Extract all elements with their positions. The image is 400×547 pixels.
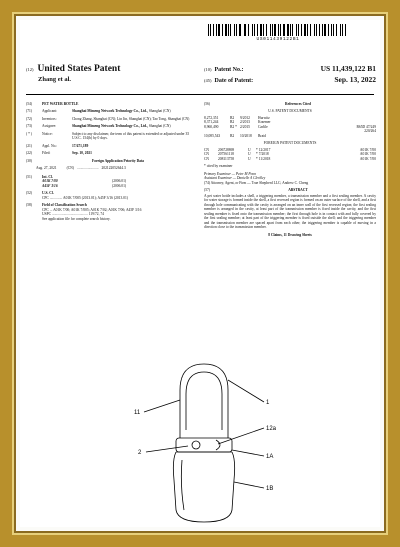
field-label: Notice: [42,131,53,136]
bottle-upper-shell [180,364,228,438]
barcode-stripe [252,24,253,36]
patent-title-line [26,64,120,76]
reference-cls: A01K 7/00 [359,147,376,152]
classification-search-field [26,203,194,221]
classification-cpc: CPC ... A01K 7/00; A01K 7/005; A01K 7/02; A01K 7/06; A45F 3/16 [42,207,142,212]
reference-date: * 7/2018 [256,152,269,157]
patent-header-left [26,64,120,84]
barcode-stripe [283,24,285,36]
barcode [208,24,348,36]
barcode-stripe [248,24,249,36]
reference-country: CN [204,152,209,157]
figure-label-1A: 1A [266,454,274,460]
barcode-stripe [307,24,308,36]
reference-name: Kraemer [258,120,271,125]
reference-kind: U [248,152,251,157]
reference-no: 208113758 [218,156,235,161]
figure-label-1B: 1B [266,486,274,492]
reference-date: 2/2013 [240,120,250,125]
barcode-stripe [245,24,246,36]
figure-label-11: 11 [134,410,141,416]
references-column [204,102,376,237]
reference-name: Braid [258,133,266,138]
barcode-stripe [278,24,279,36]
reference-cls: A01K 7/00 [359,152,376,157]
assignee-place: Shanghai (CN) [148,124,171,129]
barcode-stripe [239,24,241,36]
application-number: 17/471,189 [72,143,89,148]
date-label: Date of Patent: [214,77,254,84]
barcode-stripe [314,24,315,36]
barcode-stripe [270,24,271,36]
reference-kind: B2 [230,133,235,138]
barcode-stripe [210,24,211,36]
field-code: (58) [26,203,32,208]
reference-cls: B65D 47/249 [356,124,376,129]
barcode-stripe [274,24,275,36]
classification-search-title: Field of Classification Search [42,203,87,208]
field-code: (22) [26,151,32,156]
date-code: (45) [204,77,212,83]
barcode-stripe [342,24,343,36]
barcode-stripe [260,24,262,36]
barcode-stripe [322,24,323,36]
barcode-stripe [340,24,341,36]
reference-kind: U [248,147,251,152]
applicant-field [26,109,194,113]
barcode-stripe [230,24,231,36]
patent-date: Sep. 13, 2022 [334,74,376,84]
barcode-stripe [225,24,226,36]
barcode-stripe [345,24,346,36]
figure-label-1: 1 [266,400,270,406]
barcode-stripe [316,24,317,36]
field-code: (51) [26,174,32,179]
foreign-priority-field [26,159,194,163]
priority-number: 202122052644.3 [101,166,126,171]
title-code: (12) [26,67,34,72]
reference-date: * 11/2018 [256,156,271,161]
int-cl-field [26,175,194,188]
barcode-stripe [213,24,214,36]
barcode-stripe [266,24,267,36]
barcode-stripe [298,24,299,36]
priority-country: (CN) [66,166,74,171]
leader-1A [232,450,264,456]
pet-water-bottle-illustration [144,364,264,522]
barcode-stripe [208,24,209,36]
bottle-lower-body [173,452,234,522]
barcode-stripe [331,24,332,36]
patent-no-code: (10) [204,67,212,72]
leader-12a [218,428,264,444]
reference-country: CN [204,147,209,152]
barcode-stripe [222,24,223,36]
bottle-button [216,440,220,450]
reference-date: 10/2018 [240,133,252,138]
field-code: (54) [26,102,32,106]
barcode-stripe [257,24,258,36]
barcode-stripe [236,24,237,36]
barcode-stripe [333,24,334,36]
int-cl-date: (2006.01) [112,183,127,188]
barcode-stripe [328,24,329,36]
reference-kind: U [248,156,251,161]
assignee-name: Shanghai Mimeng Network Technology Co., Ltd., [72,124,148,129]
reference-no: 8,960,490 [204,124,219,129]
patent-number: US 11,439,122 B1 [320,64,376,73]
classification-uspc: USPC ........................................ 119/72, 74 [42,212,104,217]
barcode-stripe [272,24,273,36]
reference-name: Hurwitz [258,115,270,120]
patent-header-right [204,64,376,85]
barcode-stripe [290,24,291,36]
barcode-stripe [324,24,326,36]
barcode-stripe [287,24,288,36]
applicant-place: Shanghai (CN) [148,109,171,114]
field-code: (73) [26,124,32,129]
field-label: Filed: [42,151,51,156]
field-code: (30) [26,158,32,163]
foreign-priority-title: Foreign Application Priority Data [92,158,144,163]
classification-note: See application file for complete search history. [42,216,111,221]
reference-date: 9/2012 [240,115,250,120]
reference-cls [290,134,376,138]
bibliographic-column [26,102,194,224]
patent-type-title: United States Patent [37,64,121,74]
filed-date: Sep. 10, 2021 [72,151,92,156]
reference-kind: B2 * [230,124,237,129]
field-label: Appl. No.: [42,143,58,148]
field-code: (71) [26,109,32,114]
int-cl-code: A01K 7/00 [42,179,58,184]
int-cl-date: (2006.01) [112,179,127,184]
priority-leader: ........................ [76,166,99,171]
notice-text: Subject to any disclaimer, the term of this patent is extended or adjusted under 35 U.S.C. 154(b) by 0 days. [72,131,190,141]
bottle-inner-dome [186,372,222,430]
inventors-field [26,117,194,121]
field-label: Applicant: [42,109,58,114]
attorney: (74) Attorney, Agent, or Firm — True Shepherd LLC; Andrew C. Cheng [204,180,309,185]
assignee-field [26,124,194,128]
application-number-field [26,144,194,148]
barcode-stripe [263,24,264,36]
patent-no-label: Patent No.: [214,67,244,73]
barcode-stripe [310,24,311,36]
barcode-stripe [280,24,281,36]
foreign-references-list [204,148,376,161]
reference-no: 8,371,244 [204,120,219,125]
inventor-line: Zhang et al. [38,75,72,83]
barcode-stripe [228,24,229,36]
references-heading [204,102,376,106]
reference-cls: A01K 7/00 [359,156,376,161]
leader-2 [146,446,188,452]
representative-drawing [68,360,338,525]
references-title: References Cited [285,102,311,106]
bottle-connector [176,438,232,452]
us-cl-title: U.S. Cl. [42,191,54,196]
barcode-stripe [234,24,235,36]
int-cl-code: A45F 3/16 [42,183,58,188]
priority-date: Aug. 27, 2021 [36,166,57,171]
invention-title: PET WATER BOTTLE [42,102,79,106]
patent-date-row [204,75,376,86]
reference-no: 207561118 [218,152,234,157]
priority-row [36,166,194,170]
int-cl-title: Int. Cl. [42,174,53,179]
reference-date: * 12/2017 [256,147,271,152]
field-code: (52) [26,191,32,196]
leader-11 [144,400,180,412]
bottle-lower-highlight [181,460,184,510]
field-code: (72) [26,116,32,121]
foreign-reference-row [204,157,376,161]
barcode-stripe [218,24,220,36]
abstract-title: ABSTRACT [288,188,308,193]
us-references-list [204,116,376,138]
barcode-stripe [319,24,320,36]
us-reference-row [204,134,376,138]
field-label: Assignee: [42,124,57,129]
patent-document-page [20,20,380,527]
primary-examiner: Primary Examiner — Peter M Poon [204,171,256,176]
cited-note: * cited by examiner [204,164,233,169]
barcode-stripe [296,24,297,36]
foreign-documents-title: FOREIGN PATENT DOCUMENTS [263,141,317,146]
figure-label-12a: 12a [266,426,277,432]
reference-no: 10,085,543 [204,133,221,138]
barcode-number: US011439122B1 [256,37,300,42]
title-field [26,102,194,106]
filed-field [26,151,194,155]
field-code: (57) [204,188,210,193]
claims-summary: 8 Claims, 11 Drawing Sheets [268,232,312,237]
reference-kind: B2 [230,120,235,125]
us-cl-field [26,191,194,200]
reference-date: 2/2015 [240,124,250,129]
barcode-stripe [216,24,217,36]
field-label: Inventors: [42,116,57,121]
notice-field [26,132,194,141]
patent-number-row [204,64,376,75]
barcode-stripe [301,24,302,36]
barcode-stripe [304,24,306,36]
barcode-stripe [244,24,245,36]
applicant-name: Shanghai Mimeng Network Technology Co., Ltd., [72,109,148,114]
inventors-names: Chong Zhang, Shanghai (CN); Lin Jin, Shanghai (CN); Tao Tong, Shanghai (CN) [72,116,190,121]
bottle-valve [192,441,200,449]
assistant-examiner: Assistant Examiner — Danielle A Clerkley [204,176,266,181]
reference-no: 206728869 [218,147,235,152]
abstract-heading [204,188,376,192]
field-code: (56) [204,102,210,106]
us-documents-title: U.S. PATENT DOCUMENTS [268,109,312,114]
barcode-stripe [254,24,255,36]
reference-kind: B2 [230,115,235,120]
figure-label-2: 2 [138,450,142,456]
abstract-text: A pet water bottle includes a shell, a triggering member, a transmission member and a first sealing member. A cavity for water storage is formed inside the shell, a first recessed region is formed on an outer surface of the shell, and a first through hole communicating with the cavity is arranged on an inner wall of the first recessed region; the first sealing member is arranged in the cavity, at least part of the transmission member is fixed inside the cavity, and the first sealing member is fixed onto the transmission member; the first through hole is in contact with and fully covered by the first sealing member; at least part of the triggering member is fixed outside the shell; and the triggering member and the transmission member are spaced apart from each other; the triggering member is capable of moving in a direction close to the transmission member. [204,193,376,230]
field-code: (21) [26,143,32,148]
header-divider [26,94,374,95]
reference-country: CN [204,156,209,161]
reference-no: 8,272,351 [204,115,219,120]
leader-1 [228,380,264,402]
reference-name: Carlile [258,124,268,129]
barcode-stripe [292,24,293,36]
leader-1B [234,482,264,488]
reference-cls: 220/264 [364,129,376,134]
us-cl-text: CPC .............. A01K 7/005 (2013.01); A45F 3/16 (2013.01) [42,195,128,200]
barcode-stripe [336,24,337,36]
field-code: ( * ) [26,131,32,136]
